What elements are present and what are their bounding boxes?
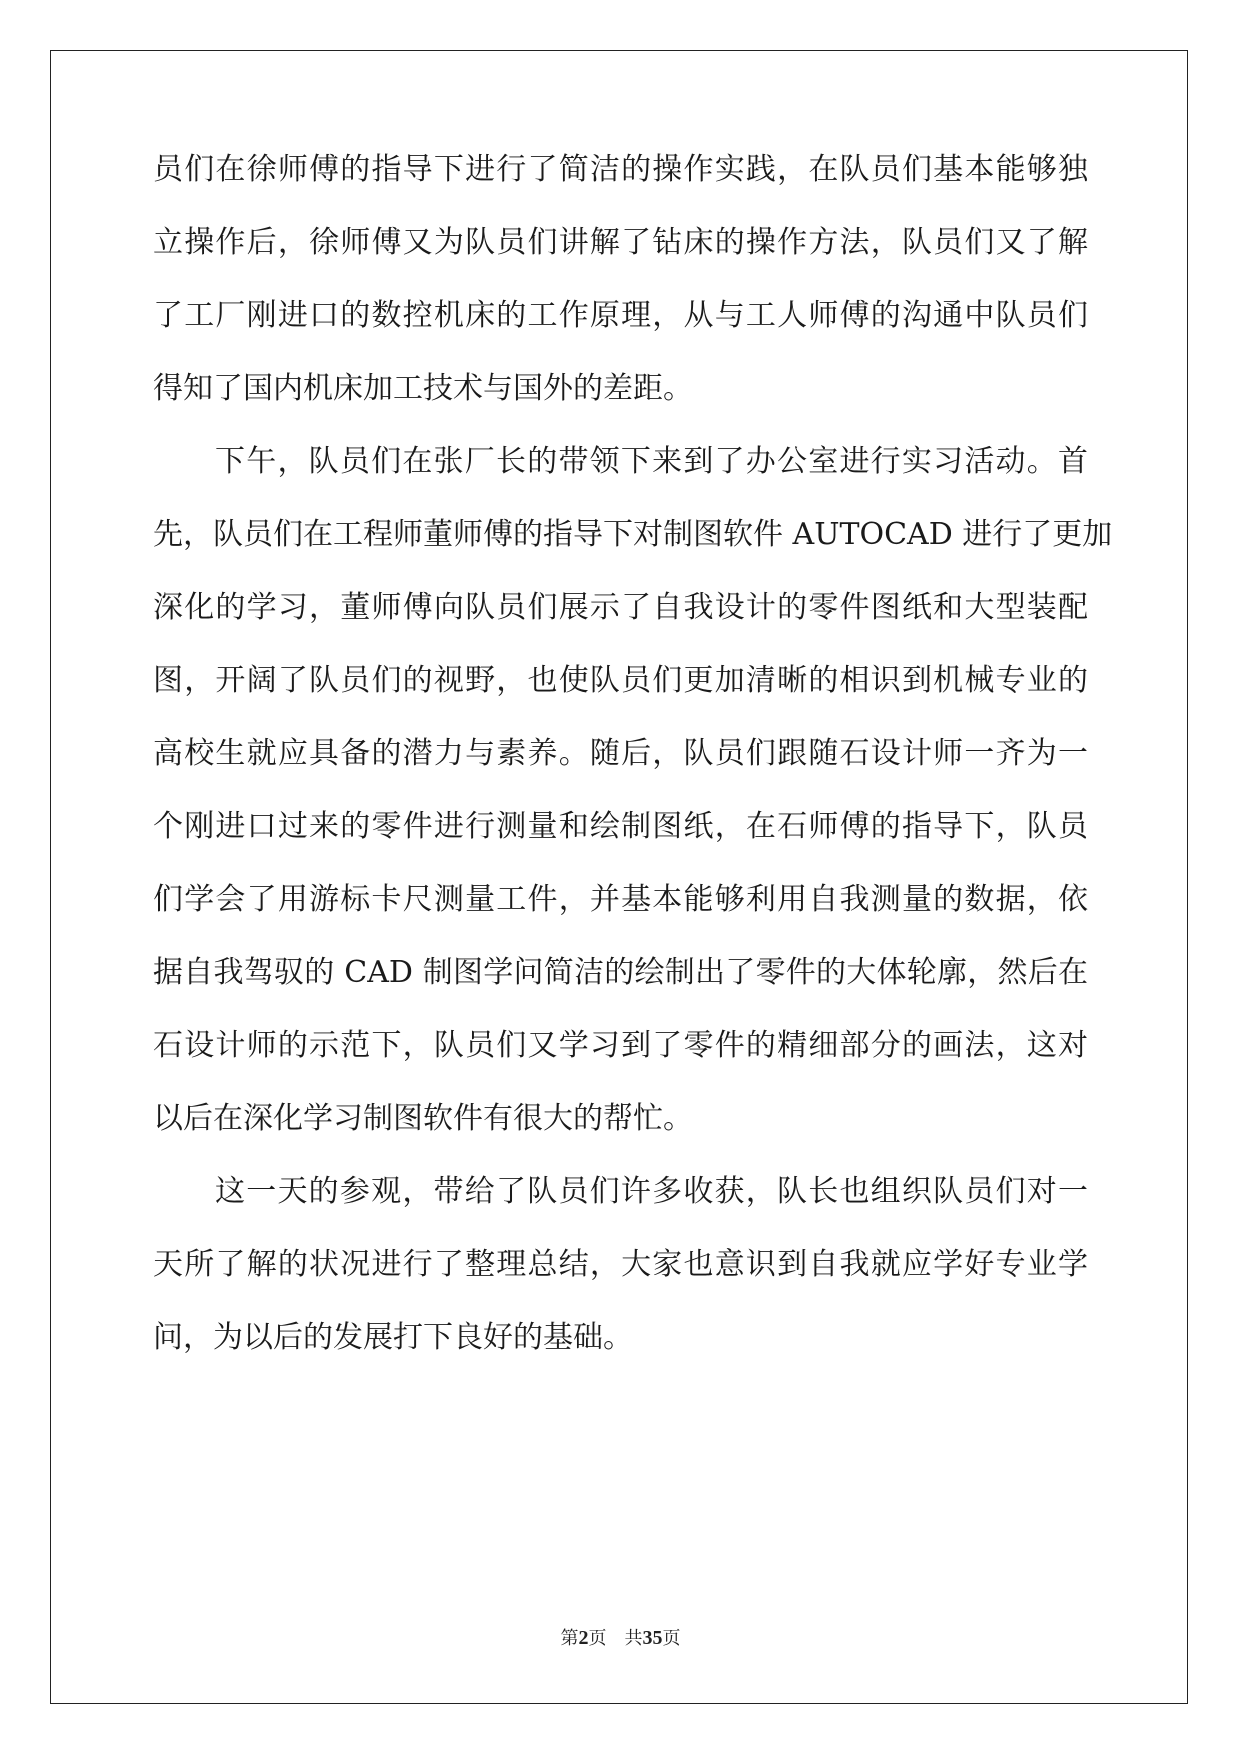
text-line: 高校生就应具备的潜力与素养。随后，队员们跟随石设计师一齐为一: [153, 736, 1088, 771]
text-line: 天所了解的状况进行了整理总结，大家也意识到自我就应学好专业学: [153, 1247, 1088, 1282]
page-suffix: 页: [588, 1628, 607, 1649]
page-prefix: 第: [560, 1628, 579, 1649]
text-line: 立操作后，徐师傅又为队员们讲解了钻床的操作方法，队员们又了解: [153, 225, 1088, 260]
page-number: 2: [578, 1627, 589, 1649]
page-footer: [0, 1626, 1241, 1651]
paragraph-first-line: 下午，队员们在张厂长的带领下来到了办公室进行实习活动。首: [215, 444, 1088, 479]
total-suffix: 页: [662, 1628, 681, 1649]
text-line: 以后在深化学习制图软件有很大的帮忙。: [153, 1101, 693, 1136]
text-line: 先，队员们在工程师董师傅的指导下对制图软件 AUTOCAD 进行了更加: [153, 517, 1113, 552]
text-line: 员们在徐师傅的指导下进行了简洁的操作实践，在队员们基本能够独: [153, 152, 1088, 187]
text-line: 据自我驾驭的 CAD 制图学问简洁的绘制出了零件的大体轮廓，然后在: [153, 955, 1088, 990]
text-line: 问，为以后的发展打下良好的基础。: [153, 1320, 633, 1355]
total-prefix: 共: [624, 1628, 643, 1649]
text-line: 得知了国内机床加工技术与国外的差距。: [153, 371, 693, 406]
total-pages: 35: [642, 1627, 663, 1649]
text-line: 了工厂刚进口的数控机床的工作原理，从与工人师傅的沟通中队员们: [153, 298, 1088, 333]
text-line: 图，开阔了队员们的视野，也使队员们更加清晰的相识到机械专业的: [153, 663, 1088, 698]
text-line: 们学会了用游标卡尺测量工件，并基本能够利用自我测量的数据，依: [153, 882, 1088, 917]
paragraph-first-line: 这一天的参观，带给了队员们许多收获，队长也组织队员们对一: [215, 1174, 1088, 1209]
text-line: 石设计师的示范下，队员们又学习到了零件的精细部分的画法，这对: [153, 1028, 1088, 1063]
text-line: 个刚进口过来的零件进行测量和绘制图纸，在石师傅的指导下，队员: [153, 809, 1088, 844]
text-line: 深化的学习，董师傅向队员们展示了自我设计的零件图纸和大型装配: [153, 590, 1088, 625]
